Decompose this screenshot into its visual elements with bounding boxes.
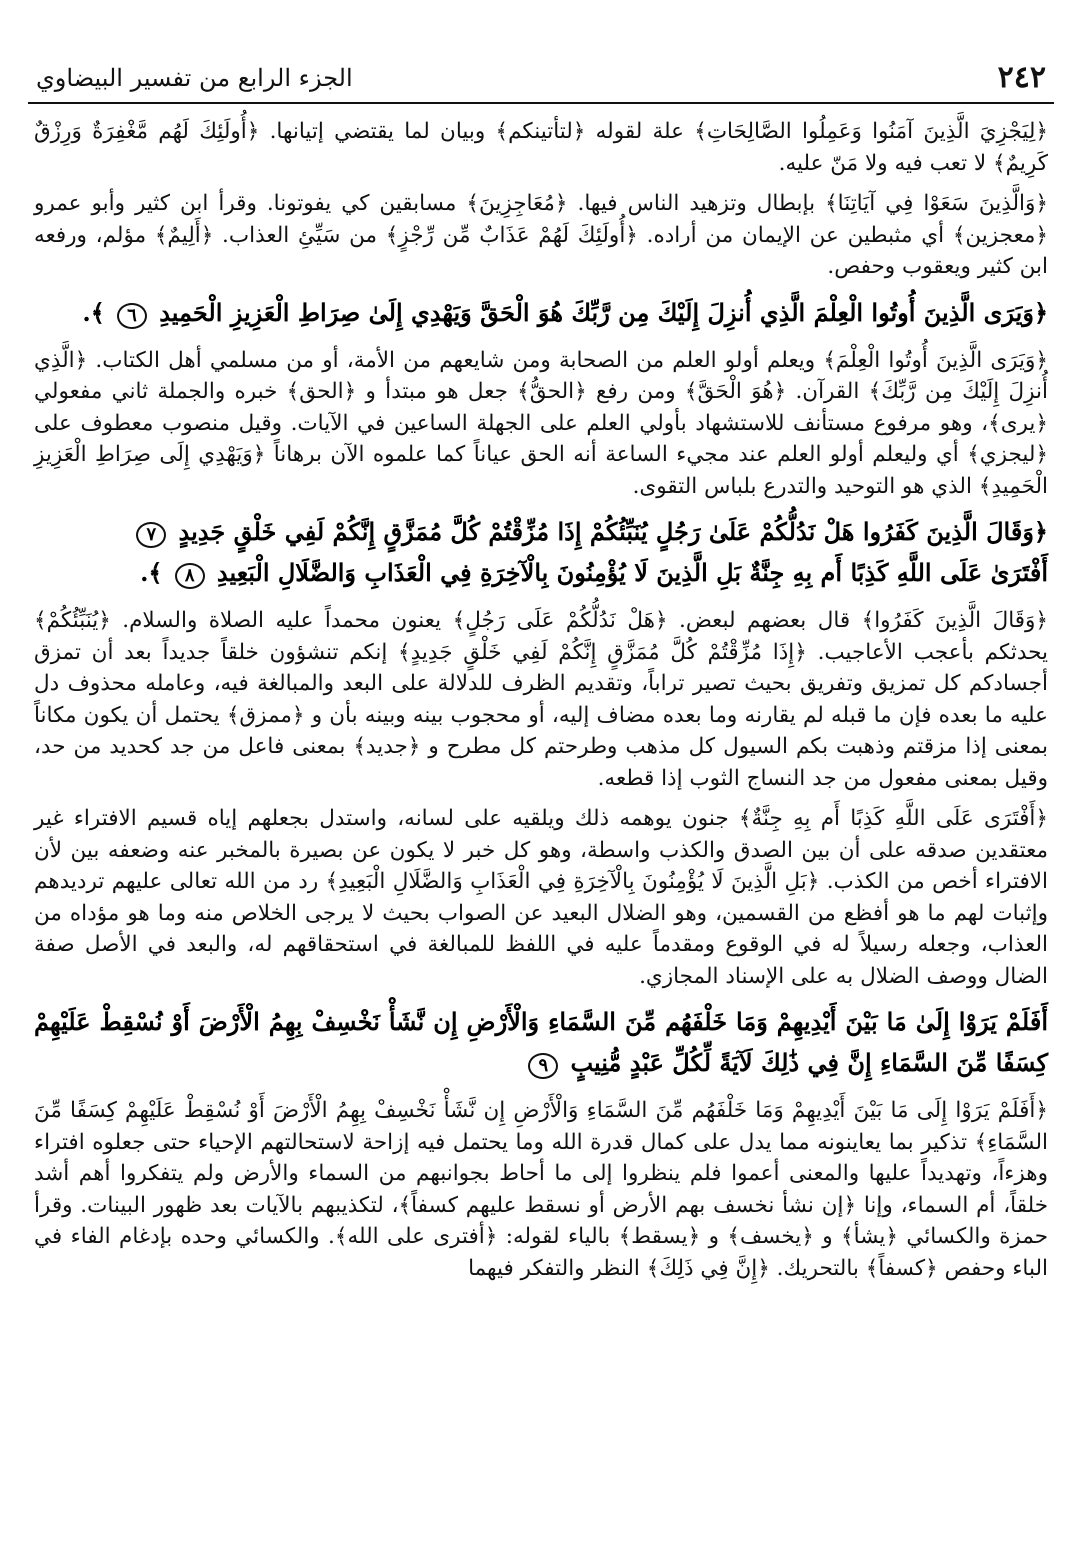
quran-verse [34, 511, 1048, 552]
verse-number-marker: ٧ [136, 522, 166, 548]
page-body [34, 116, 1048, 1293]
running-title: الجزء الرابع من تفسير البيضاوي [36, 64, 353, 92]
page-number: ٢٤٢ [997, 60, 1046, 95]
verse-number-marker: ٩ [528, 1053, 558, 1079]
verse-text: ﴿وَيَرَى الَّذِينَ أُوتُوا الْعِلْمَ الَّذِي أُنزِلَ إِلَيْكَ مِن رَّبِّكَ هُوَ الْحَقَّ وَيَهْدِي إِلَىٰ صِرَاطِ الْعَزِيزِ الْحَمِيدِ [159, 297, 1048, 327]
tafsir-paragraph: ﴿وَيَرَى الَّذِينَ أُوتُوا الْعِلْمَ﴾ ويعلم أولو العلم من الصحابة ومن شايعهم من الأمة، أو من مسلمي أهل الكتاب. ﴿الَّذِي أُنزِلَ إِلَيْكَ مِن رَّبِّكَ﴾ القرآن. ﴿هُوَ الْحَقَّ﴾ ومن رفع ﴿الحقُّ﴾ جعل هو مبتدأ و ﴿الحق﴾ خبره والجملة ثاني مفعولي ﴿يرى﴾، وهو مرفوع مستأنف للاستشهاد بأولي العلم على الجهلة الساعين في الآيات. وقيل منصوب معطوف على ﴿ليجزي﴾ أي وليعلم أولو العلم عند مجيء الساعة أنه الحق عياناً كما علموه الآن برهاناً ﴿وَيَهْدِي إِلَى صِرَاطِ الْعَزِيزِ الْحَمِيدِ﴾ الذي هو التوحيد والتدرع بلباس التقوى. [34, 347, 1048, 499]
verse-number-marker: ٦ [117, 303, 147, 329]
verse-text: أَفْتَرَىٰ عَلَى اللَّهِ كَذِبًا أَم بِهِ جِنَّةٌ بَلِ الَّذِينَ لَا يُؤْمِنُونَ بِالْآخِرَةِ فِي الْعَذَابِ وَالضَّلَالِ الْبَعِيدِ [216, 558, 1048, 587]
tafsir-paragraph: ﴿لِيَجْزِيَ الَّذِينَ آمَنُوا وَعَمِلُوا الصَّالِحَاتِ﴾ علة لقوله ﴿لتأتينكم﴾ وبيان لما يقتضي إتيانها. ﴿أُولَئِكَ لَهُم مَّغْفِرَةٌ وَرِزْقٌ كَرِيمٌ﴾ لا تعب فيه ولا مَنّ عليه. [34, 119, 1048, 176]
quran-verse [34, 1001, 1048, 1083]
page-header [28, 56, 1054, 104]
verse-text: أَفَلَمْ يَرَوْا إِلَىٰ مَا بَيْنَ أَيْدِيهِمْ وَمَا خَلْفَهُم مِّنَ السَّمَاءِ وَالْأَرْضِ إِن نَّشَأْ نَخْسِفْ بِهِمُ الْأَرْضَ أَوْ نُسْقِطْ عَلَيْهِمْ كِسَفًا مِّنَ السَّمَاءِ إِنَّ فِي ذَٰلِكَ لَآيَةً لِّكُلِّ عَبْدٍ مُّنِيبٍ [34, 1007, 1048, 1077]
quran-verse: أَفْتَرَىٰ عَلَى اللَّهِ كَذِبًا أَم بِهِ جِنَّةٌ بَلِ الَّذِينَ لَا يُؤْمِنُونَ بِالْآخِرَةِ فِي الْعَذَابِ وَالضَّلَالِ الْبَعِيدِ ٨ ﴾. [140, 558, 1048, 587]
verse-number-marker: ٨ [175, 563, 205, 589]
tafsir-paragraph: ﴿أَفَلَمْ يَرَوْا إِلَى مَا بَيْنَ أَيْدِيهِمْ وَمَا خَلْفَهُم مِّنَ السَّمَاءِ وَالْأَرْضِ إِن نَّشَأْ نَخْسِفْ بِهِمُ الْأَرْضَ أَوْ نُسْقِطْ عَلَيْهِمْ كِسَفًا مِّنَ السَّمَاءِ﴾ تذكير بما يعاينونه مما يدل على كمال قدرة الله وما يحتمل فيه إزاحة لاستحالتهم الإحياء حتى جعلوه افتراء وهزءاً، وتهديداً عليها والمعنى أعموا فلم ينظروا إلى ما أحاط بجوانبهم من السماء والأرض ولم يتفكروا أهم أشد خلقاً، أم السماء، وإنا ﴿إن نشأ نخسف بهم الأرض أو نسقط عليهم كسفاً﴾، لتكذيبهم بالآيات بعد ظهور البينات. وقرأ حمزة والكسائي ﴿يشأ﴾ و ﴿يخسف﴾ و ﴿يسقط﴾ بالياء لقوله: ﴿أفترى على الله﴾. والكسائي وحده بإدغام الفاء في الباء وحفص ﴿كسفاً﴾ بالتحريك. ﴿إِنَّ فِي ذَلِكَ﴾ النظر والتفكر فيهما [34, 1098, 1048, 1281]
tafsir-paragraph: ﴿وَقَالَ الَّذِينَ كَفَرُوا﴾ قال بعضهم لبعض. ﴿هَلْ نَدُلُّكُمْ عَلَى رَجُلٍ﴾ يعنون محمداً عليه الصلاة والسلام. ﴿يُنَبِّئُكُمْ﴾ يحدثكم بأعجب الأعاجيب. ﴿إِذَا مُزِّقْتُمْ كُلَّ مُمَزَّقٍ إِنَّكُمْ لَفِي خَلْقٍ جَدِيدٍ﴾ إنكم تنشؤون خلقاً جديداً بعد أن تمزق أجسادكم كل تمزيق وتفريق بحيث تصير تراباً، وتقديم الظرف للدلالة على البعد والمبالغة فيه، وعامله محذوف دل عليه ما بعده فإن ما قبله لم يقارنه وما بعده مضاف إليه، أو محجوب بينه وبينه بأن و ﴿ممزق﴾ يحتمل أن يكون مكاناً بمعنى إذا مزقتم وذهبت بكم السيول كل مذهب وطرحتم كل مطرح و ﴿جديد﴾ بمعنى فاعل من جد كحديد من حد، وقيل بمعنى مفعول من جد النساج الثوب إذا قطعه. [34, 608, 1048, 791]
tafsir-paragraph: ﴿وَالَّذِينَ سَعَوْا فِي آيَاتِنَا﴾ بإبطال وتزهيد الناس فيها. ﴿مُعَاجِزِينَ﴾ مسابقين كي يفوتونا. وقرأ ابن كثير وأبو عمرو ﴿معجزين﴾ أي مثبطين عن الإيمان من أراده. ﴿أُولَئِكَ لَهُمْ عَذَابٌ مِّن رِّجْزٍ﴾ من سَيِّئِ العذاب. ﴿أَلِيمٌ﴾ مؤلم، ورفعه ابن كثير ويعقوب وحفص. [34, 191, 1048, 279]
verse-text: ﴿وَقَالَ الَّذِينَ كَفَرُوا هَلْ نَدُلُّكُمْ عَلَىٰ رَجُلٍ يُنَبِّئُكُمْ إِذَا مُزِّقْتُمْ كُلَّ مُمَزَّقٍ إِنَّكُمْ لَفِي خَلْقٍ جَدِيدٍ [178, 517, 1048, 546]
quran-verse: ﴿وَيَرَى الَّذِينَ أُوتُوا الْعِلْمَ الَّذِي أُنزِلَ إِلَيْكَ مِن رَّبِّكَ هُوَ الْحَقَّ وَيَهْدِي إِلَىٰ صِرَاطِ الْعَزِيزِ الْحَمِيدِ ٦ ﴾. [82, 297, 1048, 327]
tafsir-paragraph: ﴿أَفْتَرَى عَلَى اللَّهِ كَذِبًا أَم بِهِ جِنَّةٌ﴾ جنون يوهمه ذلك ويلقيه على لسانه، واستدل بجعلهم إياه قسيم الافتراء غير معتقدين صدقه على أن بين الصدق والكذب واسطة، وهو كل خبر لا يكون عن بصيرة بالمخبر عنه وضعفه بين لأن الافتراء أخص من الكذب. ﴿بَلِ الَّذِينَ لَا يُؤْمِنُونَ بِالْآخِرَةِ فِي الْعَذَابِ وَالضَّلَالِ الْبَعِيدِ﴾ رد من الله تعالى عليهم ترديدهم وإثبات لهم ما هو أفظع من القسمين، وهو الضلال البعيد عن الصواب بحيث لا يرجى الخلاص منه وما هو مؤداه من العذاب، وجعله رسيلاً له في الوقوع ومقدماً عليه في اللفظ للمبالغة في استحقاقهم له، والبعد في الأصل صفة الضال ووصف الضلال به على الإسناد المجازي. [34, 806, 1048, 989]
